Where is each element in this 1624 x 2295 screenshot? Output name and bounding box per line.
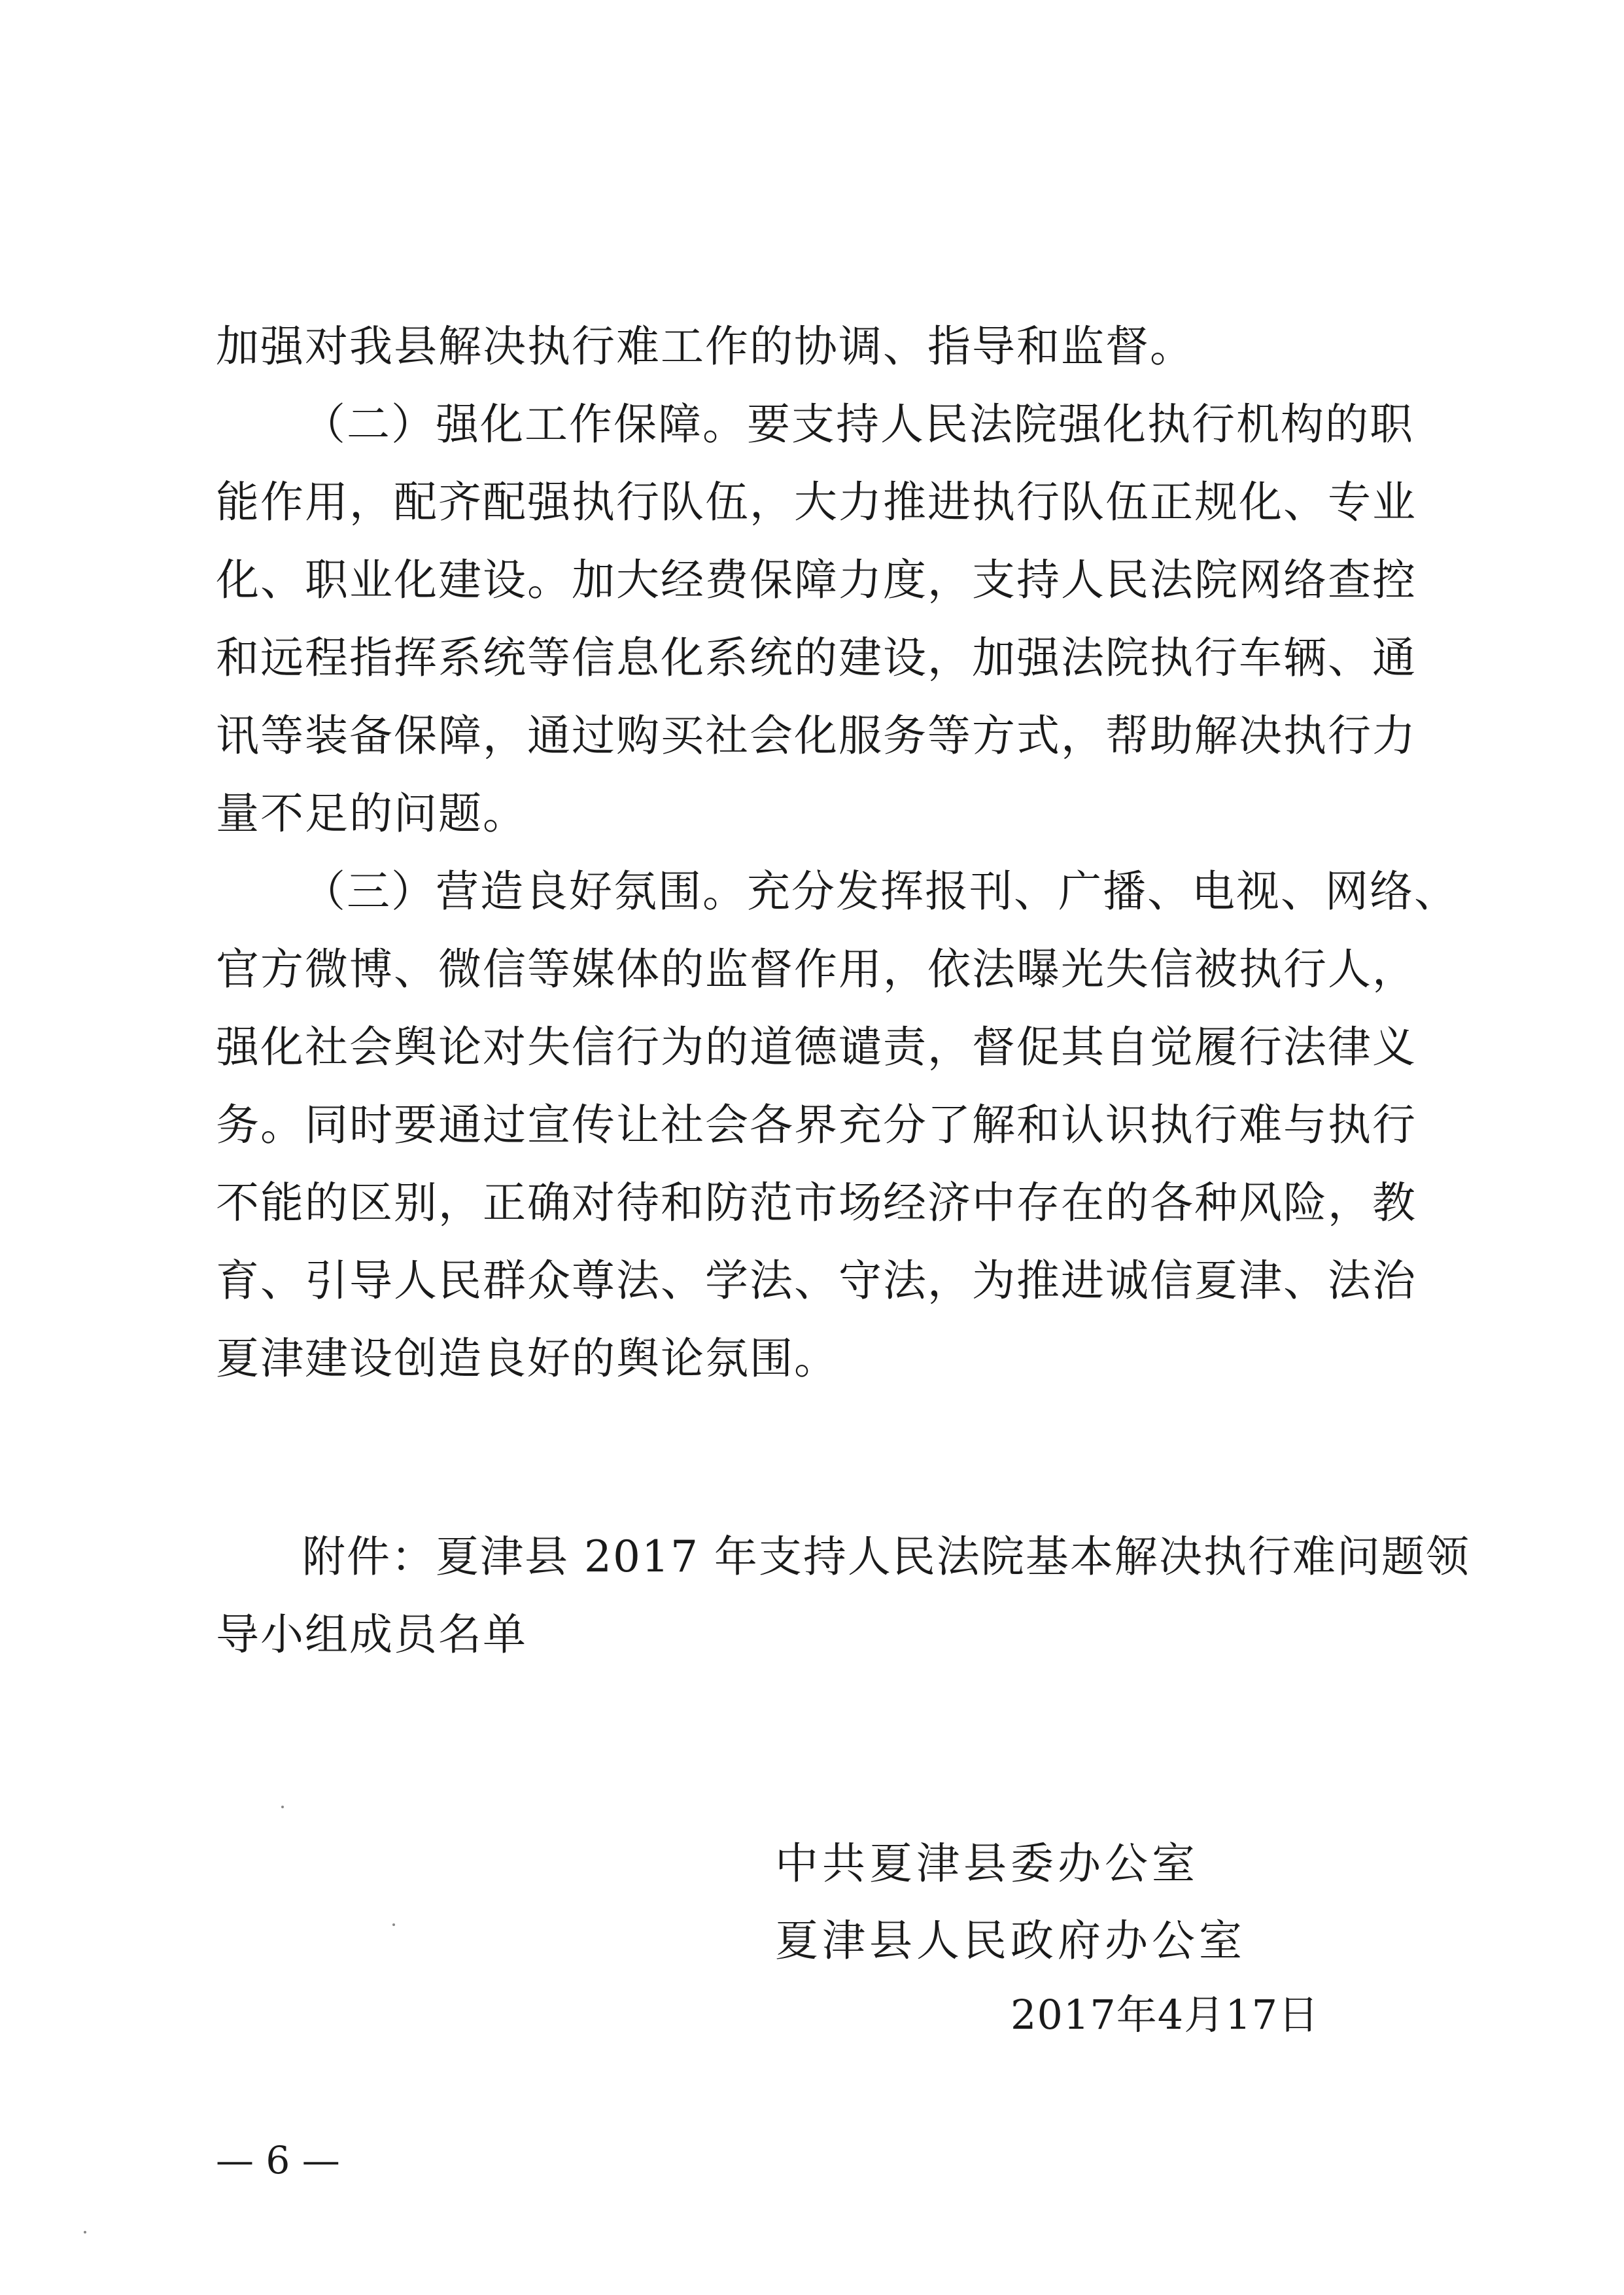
text-line: 夏津建设创造良好的舆论氛围。 [216,1333,838,1384]
text-line: 务。同时要通过宣传让社会各界充分了解和认识执行难与执行 [216,1100,1417,1150]
paragraph-continuation [216,307,1387,385]
attachment-note [216,1518,1470,1673]
text-line: 化、职业化建设。加大经费保障力度，支持人民法院网络查控 [216,555,1417,605]
text-line: （二）强化工作保障。要支持人民法院强化执行机构的职 [302,399,1414,449]
scan-speck [392,1923,395,1926]
text-line: 和远程指挥系统等信息化系统的建设，加强法院执行车辆、通 [216,633,1417,683]
text-line: 量不足的问题。 [216,788,527,839]
text-line: （三）营造良好氛围。充分发挥报刊、广播、电视、网络、 [302,866,1459,917]
paragraph-atmosphere [216,852,1459,1397]
scan-speck [84,2231,86,2234]
text-line: 能作用，配齐配强执行队伍，大力推进执行队伍正规化、专业 [216,477,1417,527]
attachment-line: 附件：夏津县 2017 年支持人民法院基本解决执行难问题领 [302,1532,1470,1582]
issuing-org-party-committee: 中共夏津县委办公室 [775,1838,1199,1889]
text-line: 不能的区别，正确对待和防范市场经济中存在的各种风险，教 [216,1178,1417,1228]
text-line: 官方微博、微信等媒体的监督作用，依法曝光失信被执行人， [216,944,1417,994]
scan-speck [281,1806,284,1808]
text-line: 讯等装备保障，通过购买社会化服务等方式，帮助解决执行力 [216,710,1417,761]
text-line: 加强对我县解决执行难工作的协调、指导和监督。 [216,321,1194,372]
text-line: 育、引导人民群众尊法、学法、守法，为推进诚信夏津、法治 [216,1255,1417,1306]
issuing-org-government: 夏津县人民政府办公室 [775,1916,1246,1966]
page-number: — 6 — [216,2138,340,2182]
signature-block [775,1825,1246,1980]
attachment-line: 导小组成员名单 [216,1609,527,1660]
issue-date: 2017年4月17日 [1011,1991,1320,2039]
text-line: 强化社会舆论对失信行为的道德谴责，督促其自觉履行法律义 [216,1022,1417,1072]
document-body [216,307,1459,1397]
paragraph-work-guarantee [216,385,1417,852]
